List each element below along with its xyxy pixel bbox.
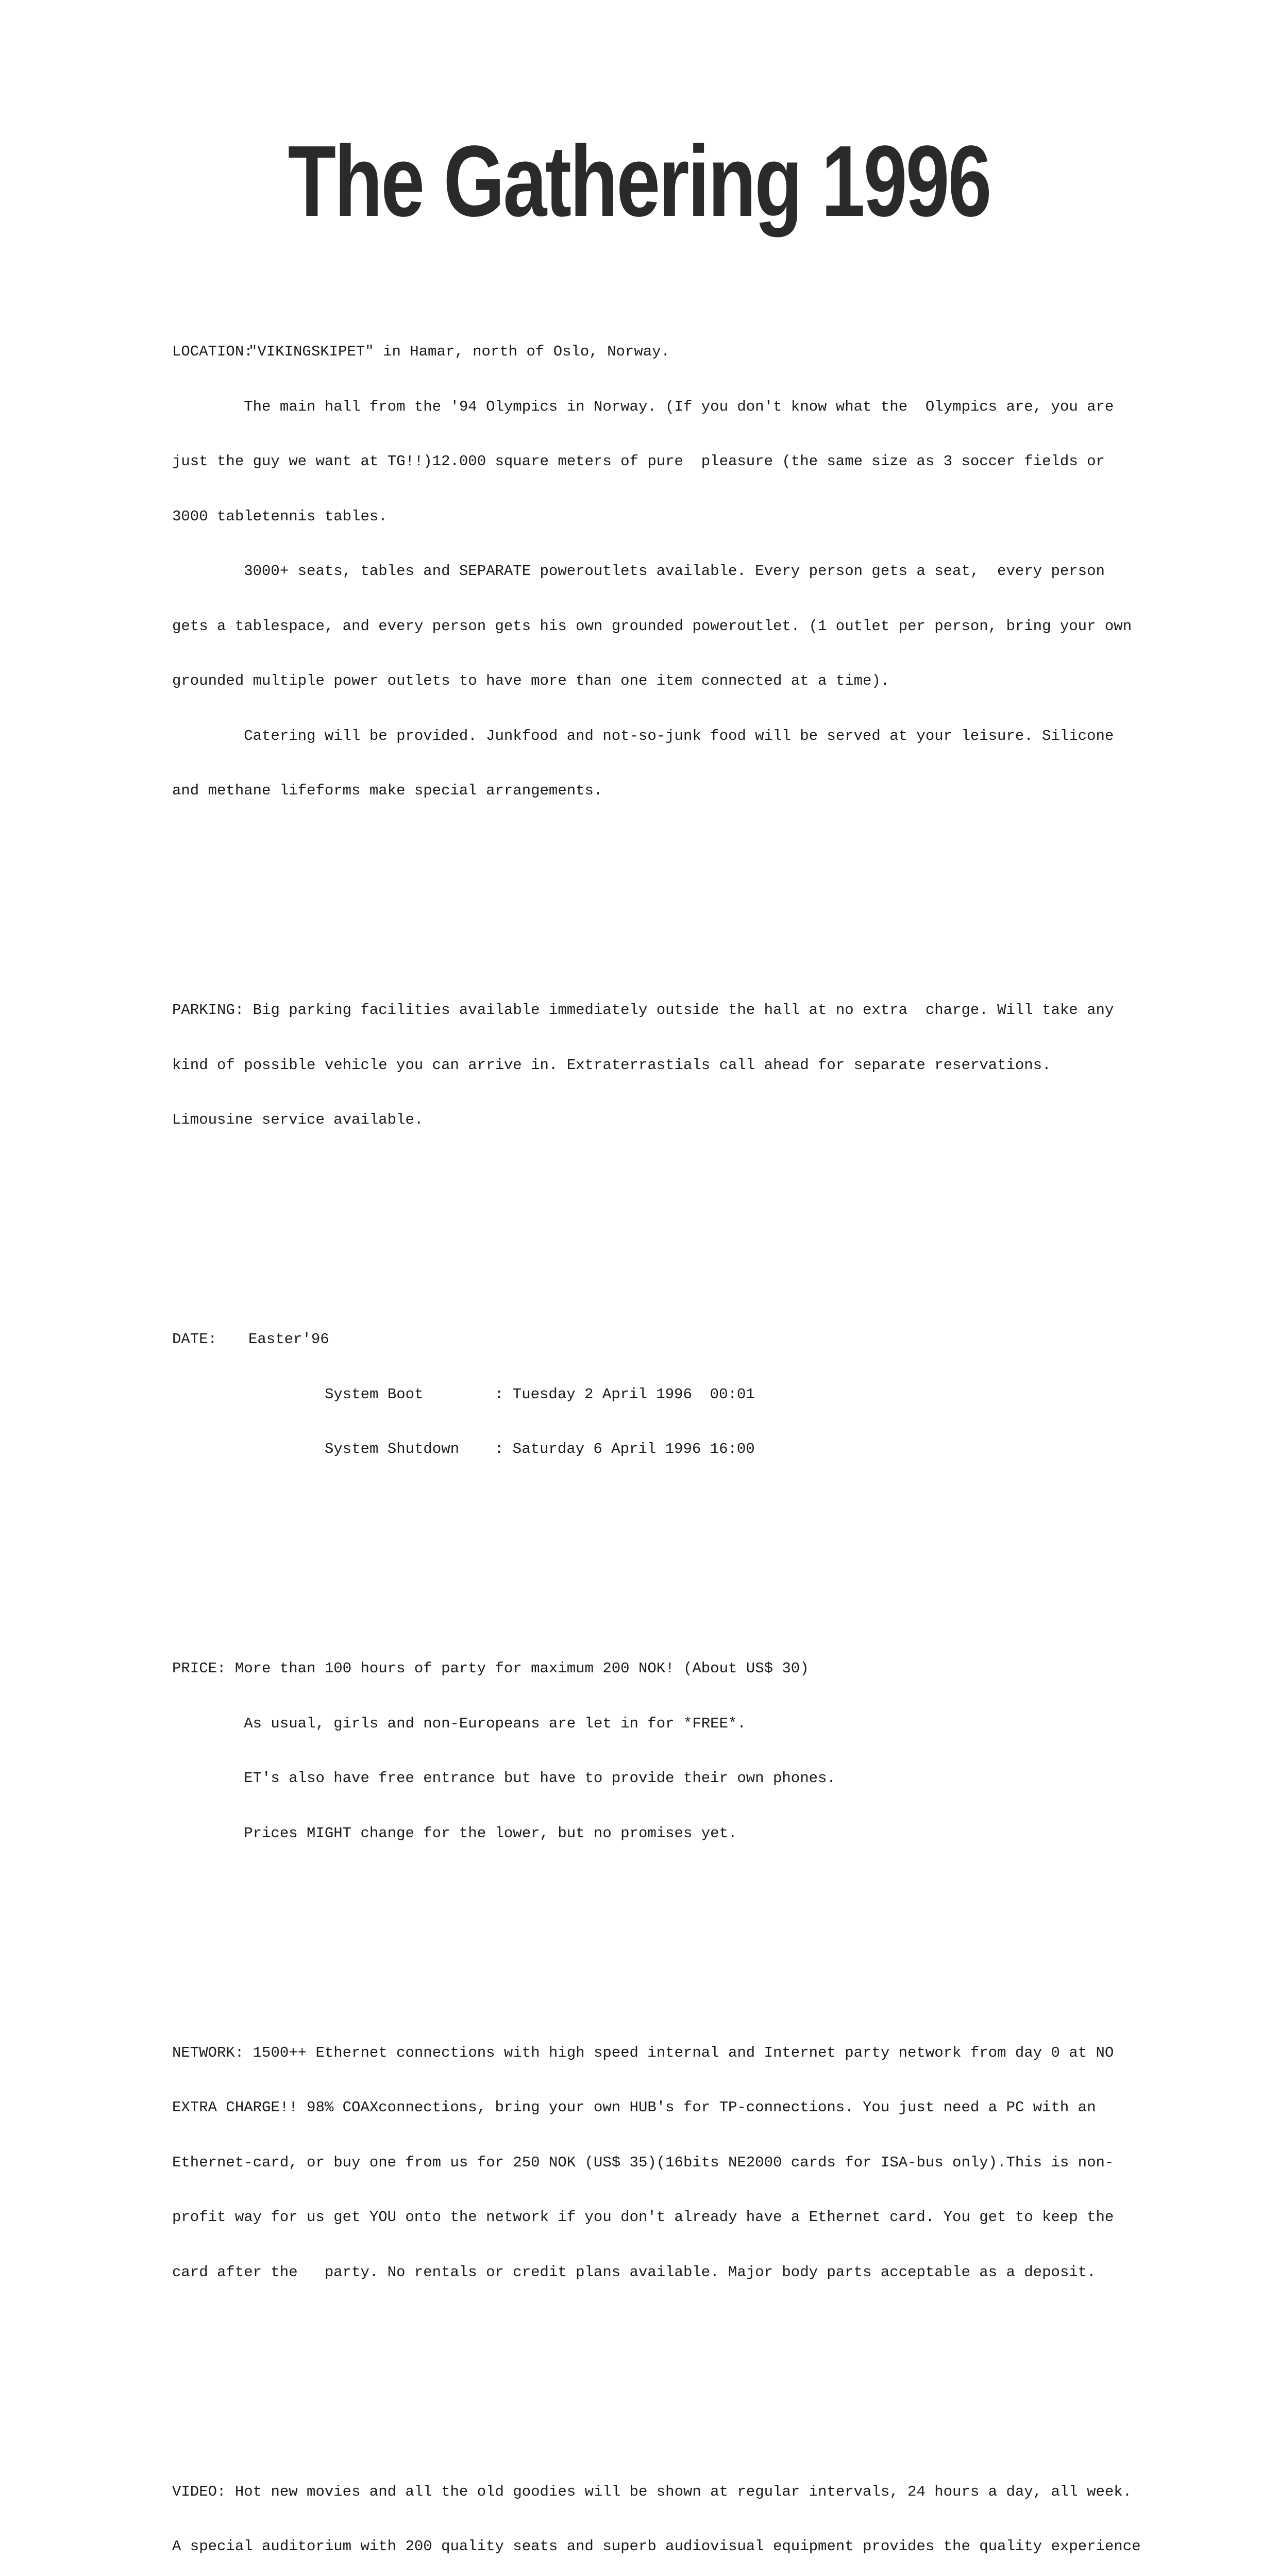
price-line: ET's also have free entrance but have to provide their own phones. (172, 1769, 1203, 1788)
location-line: gets a tablespace, and every person gets his own grounded poweroutlet. (1 outlet per person, bring your own (172, 617, 1203, 636)
network-line: card after the party. No rentals or credit plans available. Major body parts acceptable as a deposit. (172, 2263, 1203, 2282)
price-label: PRICE: (172, 1660, 226, 1677)
location-label: LOCATION: (172, 343, 248, 361)
date-value: Easter'96 (248, 1331, 329, 1348)
date-section (172, 1294, 1203, 1495)
date-label: DATE: (172, 1330, 248, 1349)
parking-label: PARKING: (172, 1002, 244, 1019)
video-section (172, 2446, 1203, 2576)
location-line: "VIKINGSKIPET" in Hamar, north of Oslo, Norway. (248, 343, 670, 360)
parking-line: kind of possible vehicle you can arrive in. Extraterrastials call ahead for separate reservations. (172, 1056, 1203, 1075)
network-section (172, 2007, 1203, 2318)
network-line: 1500++ Ethernet connections with high speed internal and Internet party network from day 0 at NO (253, 2044, 1114, 2061)
network-line: profit way for us get YOU onto the network if you don't already have a Ethernet card. You get to keep the (172, 2208, 1203, 2227)
document-body (172, 233, 1203, 2576)
boot-value: : Tuesday 2 April 1996 00:01 (495, 1386, 755, 1403)
price-line: More than 100 hours of party for maximum 200 NOK! (About US$ 30) (235, 1660, 809, 1677)
parking-line: Limousine service available. (172, 1111, 1203, 1129)
page-title: The Gathering 1996 (141, 130, 1137, 233)
video-label: VIDEO: (172, 2483, 226, 2500)
network-line: Ethernet-card, or buy one from us for 250 NOK (US$ 35)(16bits NE2000 cards for ISA-bus only).This is non- (172, 2154, 1203, 2172)
price-line: As usual, girls and non-Europeans are let in for *FREE*. (172, 1715, 1203, 1733)
location-line: 3000 tabletennis tables. (172, 507, 1203, 526)
boot-label: System Boot (325, 1385, 495, 1404)
location-section (172, 306, 1203, 837)
location-line: and methane lifeforms make special arrangements. (172, 782, 1203, 800)
parking-line: Big parking facilities available immediately outside the hall at no extra charge. Will take any (253, 1002, 1114, 1019)
video-line: A special auditorium with 200 quality seats and superb audiovisual equipment provides the quality experience (172, 2537, 1203, 2556)
location-line: grounded multiple power outlets to have more than one item connected at a time). (172, 672, 1203, 690)
location-line: 3000+ seats, tables and SEPARATE poweroutlets available. Every person gets a seat, every person (172, 562, 1203, 581)
shutdown-value: : Saturday 6 April 1996 16:00 (495, 1440, 755, 1458)
location-line: just the guy we want at TG!!)12.000 square meters of pure pleasure (the same size as 3 soccer fields or (172, 452, 1203, 471)
location-line: The main hall from the '94 Olympics in Norway. (If you don't know what the Olympics are, you are (172, 398, 1203, 416)
price-section (172, 1623, 1203, 1879)
network-line: EXTRA CHARGE!! 98% COAXconnections, bring your own HUB's for TP-connections. You just need a PC with an (172, 2098, 1203, 2117)
parking-section (172, 964, 1203, 1166)
network-label: NETWORK: (172, 2044, 244, 2061)
price-line: Prices MIGHT change for the lower, but no promises yet. (172, 1824, 1203, 1843)
shutdown-label: System Shutdown (325, 1440, 495, 1459)
video-line: Hot new movies and all the old goodies will be shown at regular intervals, 24 hours a day, all week. (235, 2483, 1132, 2500)
location-line: Catering will be provided. Junkfood and not-so-junk food will be served at your leisure. Silicone (172, 727, 1203, 745)
